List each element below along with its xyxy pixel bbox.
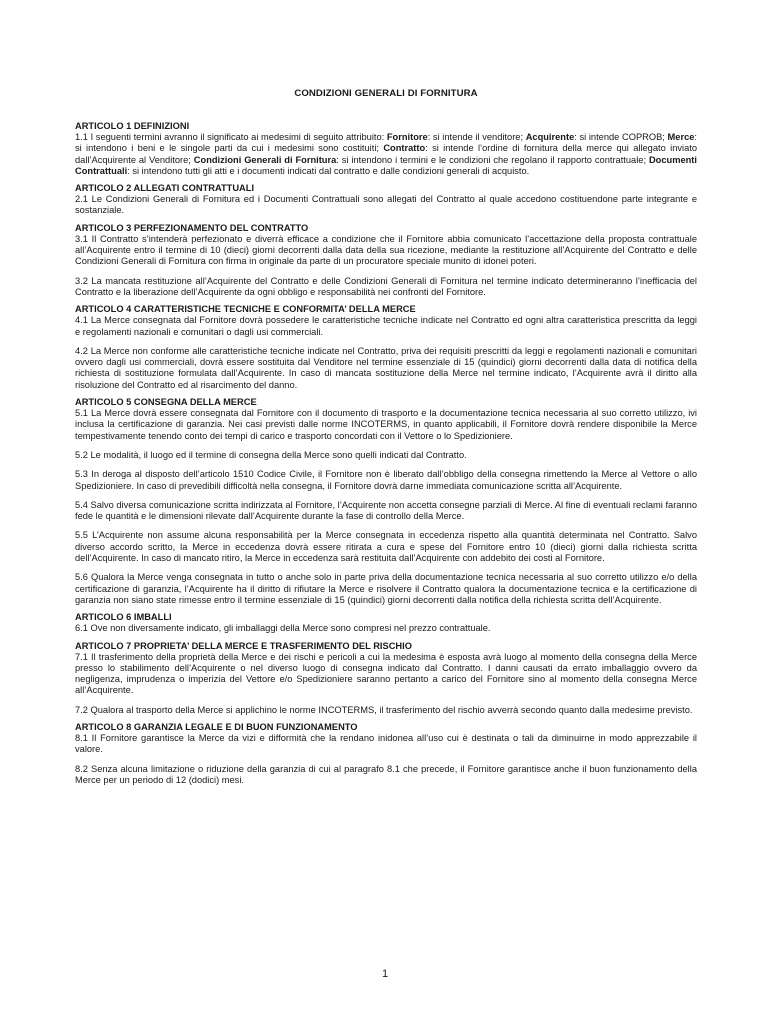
paragraph-text: 8.1 Il Fornitore garantisce la Merce da vizi e difformità che la rendano inidonea all’uso cui è destinata o tali da diminuirne in modo apprezzabile il valore.	[75, 732, 697, 755]
article-paragraph	[75, 450, 697, 461]
article-section	[75, 304, 697, 391]
article-section	[75, 223, 697, 298]
article-paragraph	[75, 194, 697, 217]
paragraph-text: 5.6 Qualora la Merce venga consegnata in tutto o anche solo in parte priva della documentazione tecnica necessaria al suo corretto utilizzo e/o della certificazione di garanzia, l’Acquirente ha il diritto di rifiutare la Merce e risolvere il Contratto qualora la documentazione tecnica e la certificazione di garanzia non siano state rimesse entro il termine essenziale di 15 (quindici) giorni decorrenti dalla notifica della richiesta scritta dell’Acquirente.	[75, 572, 697, 605]
paragraph-text: 5.2 Le modalità, il luogo ed il termine di consegna della Merce sono quelli indicati dal Contratto.	[75, 449, 467, 460]
article-paragraph	[75, 346, 697, 391]
paragraph-text: 1.1 I seguenti termini avranno il significato ai medesimi di seguito attribuito:	[75, 132, 387, 142]
page-number: 1	[381, 968, 389, 980]
paragraph-text: 5.3 In deroga al disposto dell’articolo 1510 Codice Civile, il Fornitore non è liberato dall’obbligo della consegna rimettendo la Merce al Vettore o allo Spedizioniere. In caso di prevedibili difficoltà nella consegna, il Fornitore dovrà darne immediata comunicazione scritta all’Acquirente.	[75, 469, 697, 491]
paragraph-text: 5.4 Salvo diversa comunicazione scritta indirizzata al Fornitore, l’Acquirente non accetta consegne parziali di Merce. Al fine di eventuali reclami faranno fede le quantità e le dimensioni rilevate dall’Acquirente durante la fase di controllo della Merce.	[75, 499, 697, 522]
paragraph-text: 3.1 Il Contratto s’intenderà perfezionato e diverrà efficace a condizione che il Fornitore abbia comunicato l’accettazione della proposta contrattuale all’Acquirente entro il termine di 10 (dieci) giorni decorrenti dalla data della sua ricezione, mediante la restituzione all’Acquirente del Contratto e delle Condizioni Generali di Fornitura con firma in originale da parte di un procuratore speciale munito di idonei poteri.	[75, 233, 697, 267]
article-heading: ARTICOLO 5 CONSEGNA DELLA MERCE	[75, 397, 257, 408]
article-heading: ARTICOLO 3 PERFEZIONAMENTO DEL CONTRATTO	[75, 222, 309, 233]
paragraph-text: : si intende COPROB;	[574, 132, 668, 142]
paragraph-text: 6.1 Ove non diversamente indicato, gli imballaggi della Merce sono compresi nel prezzo contrattuale.	[75, 623, 491, 634]
paragraph-text: 3.2 La mancata restituzione all’Acquirente del Contratto e delle Condizioni Generali di Fornitura nel termine indicato determineranno l’inefficacia del Contratto e la liberazione dell’Acquirente da ogni obbligo e responsabilità nei confronti del Fornitore.	[75, 275, 697, 297]
paragraph-text: 4.2 La Merce non conforme alle caratteristiche tecniche indicate nel Contratto, priva dei requisiti prescritti da leggi e regolamenti nazionali e comunitari ovvero dagli usi commerciali, dovrà essere sostituita dal Venditore nel termine essenziale di 15 (quindici) giorni decorrenti dalla data di notifica della richiesta di sostituzione formulata dall’Acquirente. In caso di mancata sostituzione della Merce nel termine indicato, l’Acquirente avrà il diritto alla risoluzione del Contratto ed al risarcimento del danno.	[75, 345, 697, 390]
article-paragraph	[75, 572, 697, 606]
article-heading: ARTICOLO 2 ALLEGATI CONTRATTUALI	[75, 183, 255, 194]
article-paragraph	[75, 733, 697, 756]
article-section	[75, 183, 697, 217]
paragraph-text: 4.1 La Merce consegnata dal Fornitore dovrà possedere le caratteristiche tecniche indicate nel Contratto ed ogni altra caratteristica prescritta da leggi e regolamenti nazionali e comunitari o dagli usi commerciali.	[75, 315, 697, 337]
article-paragraph	[75, 132, 697, 177]
article-section	[75, 722, 697, 786]
article-section	[75, 121, 697, 177]
paragraph-text: : si intendono tutti gli atti e i documenti indicati dal contratto e dalle condizioni generali di acquisto.	[127, 165, 530, 176]
article-heading: ARTICOLO 7 PROPRIETA’ DELLA MERCE E TRASFERIMENTO DEL RISCHIO	[75, 640, 412, 651]
article-section	[75, 397, 697, 606]
article-heading: ARTICOLO 6 IMBALLI	[75, 612, 172, 623]
article-paragraph	[75, 623, 697, 634]
article-heading: ARTICOLO 8 GARANZIA LEGALE E DI BUON FUNZIONAMENTO	[75, 721, 358, 732]
paragraph-text: 7.2 Qualora al trasporto della Merce si applichino le norme INCOTERMS, il trasferimento del rischio avverrà secondo quanto dalla medesime previsto.	[75, 704, 693, 715]
article-paragraph	[75, 276, 697, 299]
article-paragraph	[75, 652, 697, 697]
paragraph-text: : si intendono i beni e le singole parti da cui i medesimi sono costituiti;	[75, 132, 697, 154]
paragraph-text: 8.2 Senza alcuna limitazione o riduzione della garanzia di cui al paragrafo 8.1 che precede, il Fornitore garantisce anche il buon funzionamento della Merce per un periodo di 12 (dodici) mesi.	[75, 763, 697, 785]
article-paragraph	[75, 469, 697, 492]
article-heading: ARTICOLO 1 DEFINIZIONI	[75, 121, 190, 131]
paragraph-text: : si intendono i termini e le condizioni che regolano il rapporto contrattuale;	[336, 154, 649, 165]
defined-term: Documenti Contrattuali	[75, 154, 697, 176]
article-heading: ARTICOLO 4 CARATTERISTICHE TECNICHE E CONFORMITA’ DELLA MERCE	[75, 304, 416, 315]
article-paragraph	[75, 500, 697, 523]
paragraph-text: : si intende l’ordine di fornitura della merce qui allegato inviato dall’Acquirente al Venditore;	[75, 143, 697, 165]
paragraph-text: 2.1 Le Condizioni Generali di Fornitura ed i Documenti Contrattuali sono allegati del Contratto al quale accedono costituendone parte integrante e sostanziale.	[75, 194, 697, 216]
article-paragraph	[75, 408, 697, 442]
article-paragraph	[75, 234, 697, 268]
article-paragraph	[75, 315, 697, 338]
defined-term: Acquirente	[525, 132, 575, 142]
paragraph-text: : si intende il venditore;	[427, 132, 526, 142]
defined-term: Contratto	[383, 143, 426, 154]
article-section	[75, 641, 697, 716]
paragraph-text: 5.5 L’Acquirente non assume alcuna responsabilità per la Merce consegnata in eccedenza rispetto alla quantità determinata nel Contratto. Salvo diverso accordo scritto, la Merce in eccedenza dovrà essere ritirata a cura e spese del Fornitore entro 10 (dieci) giorni dalla richiesta scritta dell’Acquirente. In caso di mancato ritiro, la Merce in eccedenza sarà restituita dall’Acquirente con addebito dei costi al Fornitore.	[75, 530, 697, 564]
article-section	[75, 612, 697, 634]
article-paragraph	[75, 530, 697, 564]
article-paragraph	[75, 764, 697, 787]
defined-term: Condizioni Generali di Fornitura	[193, 154, 337, 165]
articles-container	[75, 121, 697, 786]
paragraph-text: 7.1 Il trasferimento della proprietà della Merce e dei rischi e pericoli a cui la medesima è esposta avrà luogo al momento della consegna della Merce presso lo stabilimento dell’Acquirente o nel diverso luogo di consegna indicato dal Contratto. I danni causati da errato imballaggio ovvero da negligenza, imprudenza o imperizia del Vettore e/o Spedizioniere saranno pertanto a carico del Fornitore sino al momento della consegna Merce all’Acquirente.	[75, 651, 697, 696]
paragraph-text: 5.1 La Merce dovrà essere consegnata dal Fornitore con il documento di trasporto e la documentazione tecnica necessaria al suo corretto utilizzo, ivi inclusa la certificazione di garanzia. Nei casi previsti dalle norme INCOTERMS, in quanto applicabili, il Fornitore dovrà rendere disponibile la Merce tempestivamente tenendo conto dei tempi di carico e trasporto concordati con il Vettore o lo Spedizioniere.	[75, 408, 697, 441]
defined-term: Fornitore	[386, 132, 428, 142]
defined-term: Merce	[667, 132, 695, 142]
article-paragraph	[75, 705, 697, 716]
document-title: CONDIZIONI GENERALI DI FORNITURA	[294, 88, 478, 99]
